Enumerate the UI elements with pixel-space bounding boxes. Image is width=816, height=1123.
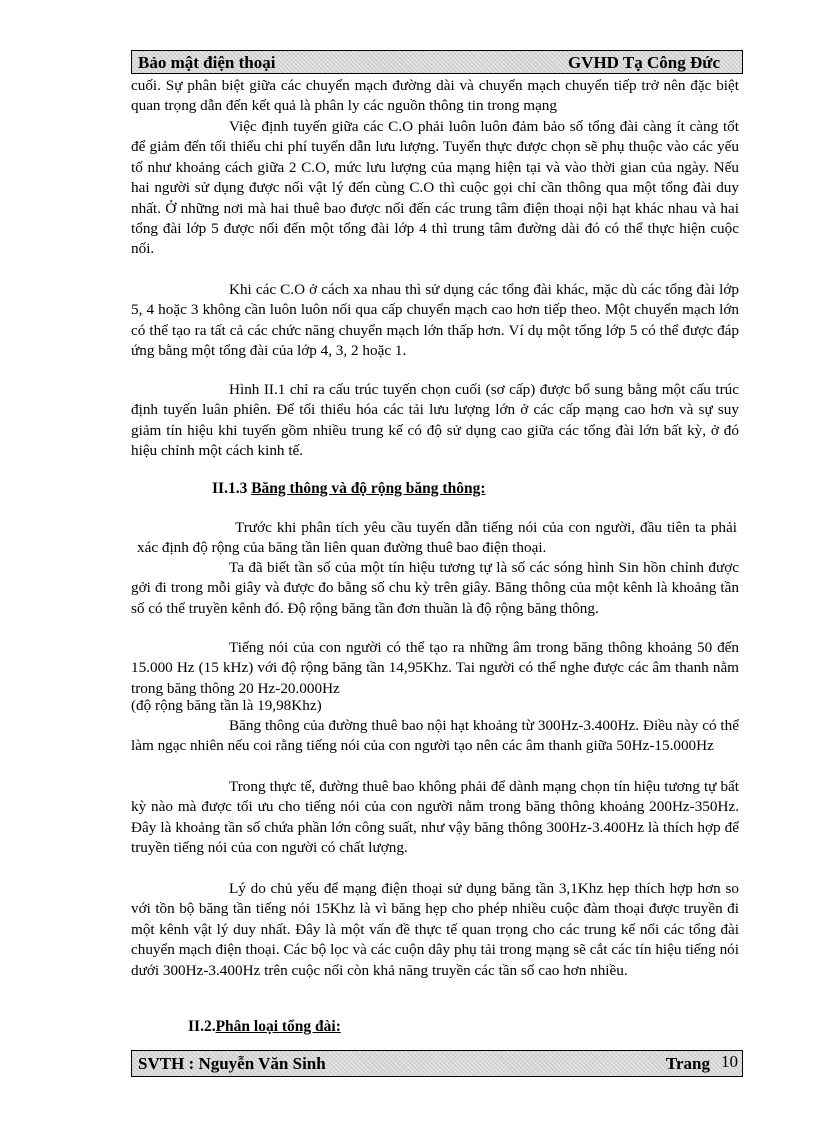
paragraph-7: Tiếng nói của con người có thể tạo ra những âm trong băng thông khoảng 50 đến 15.000 Hz (15 kHz) với độ rộng băng tần 14,95Khz. Tai người có thể nghe được các âm thanh nằm trong băng thông 20 Hz-20.000Hz xyxy=(131,639,739,697)
paragraph-7b: (độ rộng băng tần là 19,98Khz) xyxy=(131,697,322,714)
paragraph-1: cuối. Sự phân biệt giữa các chuyển mạch đường dài và chuyển mạch chuyển tiếp trở nên đặc biệt quan trọng dẫn đến kết quả là phân ly các nguồn thông tin trong mạng xyxy=(131,77,739,115)
paragraph-4: Hình II.1 chỉ ra cấu trúc tuyến chọn cuối (sơ cấp) được bổ sung bằng một cấu trúc định tuyến luân phiên. Để tối thiểu hóa các tải lưu lượng lớn ở các cấp mạng cao hơn và sự suy giảm tín hiệu khi tuyến gồm nhiều trung kế có độ sử dụng cao giữa các tổng đài lớn bất kỳ, ở đó hiệu chỉnh một cách kinh tế. xyxy=(131,381,739,460)
section-number-1: II.1.3 xyxy=(212,480,248,497)
section-number-2: II.2. xyxy=(188,1018,216,1035)
page-header xyxy=(131,50,743,74)
section-heading-2 xyxy=(188,1018,341,1036)
paragraph-9: Trong thực tế, đường thuê bao không phải để dành mạng chọn tín hiệu tương tự bất kỳ nào mà được tối ưu cho tiếng nói của con người nằm trong băng thông khoảng 200Hz-350Hz. Đây là khoảng tần số chứa phần lớn công suất, như vậy băng thông 300Hz-3.400Hz là thích hợp để truyền tiếng nói của con người có chất lượng. xyxy=(131,778,739,857)
footer-page-label: Trang xyxy=(665,1054,710,1073)
paragraph-6: Ta đã biết tần số của một tín hiệu tương tự là số các sóng hình Sin hồn chỉnh được gởi đi trong mỗi giây và được đo bằng số chu kỳ trên giây. Băng thông của một kênh là khoảng tần số có thể truyền kênh đó. Độ rộng băng tần đơn thuần là độ rộng băng thông. xyxy=(131,559,739,617)
paragraph-8: Băng thông của đường thuê bao nội hạt khoảng từ 300Hz-3.400Hz. Điều này có thể làm ngạc nhiên nếu coi rằng tiếng nói của con người tạo nên các âm thanh giữa 50Hz-15.000Hz xyxy=(131,717,739,755)
section-title-2: Phân loại tổng đài: xyxy=(215,1018,341,1035)
paragraph-3: Khi các C.O ở cách xa nhau thì sử dụng các tổng đài khác, mặc dù các tổng đài lớp 5, 4 hoặc 3 không cần luôn luôn nối qua cấp chuyển mạch cao hơn tiếp theo. Một chuyển mạch lớn có thể tạo ra tất cả các chức năng chuyển mạch lớn thấp hơn. Ví dụ một tổng lớp 5 có thể được đáp ứng bằng một tổng đài của lớp 4, 3, 2 hoặc 1. xyxy=(131,281,739,360)
paragraph-5: Trước khi phân tích yêu cầu tuyến dẫn tiếng nói của con người, đầu tiên ta phải xác định độ rộng của băng tần liên quan đường thuê bao điện thoại. xyxy=(137,519,737,557)
footer-student: SVTH : Nguyễn Văn Sinh xyxy=(138,1054,326,1073)
section-title-1: Băng thông và độ rộng băng thông: xyxy=(251,480,486,497)
footer-page-number: 10 xyxy=(721,1052,738,1071)
page-footer xyxy=(131,1050,743,1077)
paragraph-2: Việc định tuyến giữa các C.O phải luôn luôn đảm bảo số tổng đài càng ít càng tốt để giảm đến tối thiểu chi phí tuyến dẫn lưu lượng. Tuyến thực được chọn sẽ phụ thuộc vào các yếu tố như khoảng cách giữa 2 C.O, mức lưu lượng của mạng hiện tại và vào thời gian của ngày. Nếu hai người sử dụng được nối vật lý đến cùng C.O thì cuộc gọi chỉ cần thông qua một tổng đài duy nhất. Ở những nơi mà hai thuê bao được nối đến các trung tâm điện thoại nội hạt khác nhau và hai tổng đài lớp 5 được nối đến một tổng đài lớp 4 thì trung tâm đường dài đó có thể thực hiện cuộc nối. xyxy=(131,118,739,258)
header-instructor: GVHD Tạ Công Đức xyxy=(567,53,720,72)
paragraph-10: Lý do chủ yếu để mạng điện thoại sử dụng băng tần 3,1Khz hẹp thích hợp hơn so với tồn bộ băng tần tiếng nói 15Khz là vì băng hẹp cho phép nhiều cuộc đàm thoại được truyền đi một kênh vật lý duy nhất. Đây là một vấn đề thực tế quan trọng cho các trung kế nối các tổng đài chuyển mạch điện thoại. Các bộ lọc và các cuộn dây phụ tải trong mạng sẽ cắt các tín hiệu tiếng nói dưới 300Hz-3.400Hz trên cuộc nối còn khả năng truyền các tần số cao hơn nhiều. xyxy=(131,880,739,979)
section-heading-1 xyxy=(212,480,486,498)
header-title: Bảo mật điện thoại xyxy=(138,53,276,72)
